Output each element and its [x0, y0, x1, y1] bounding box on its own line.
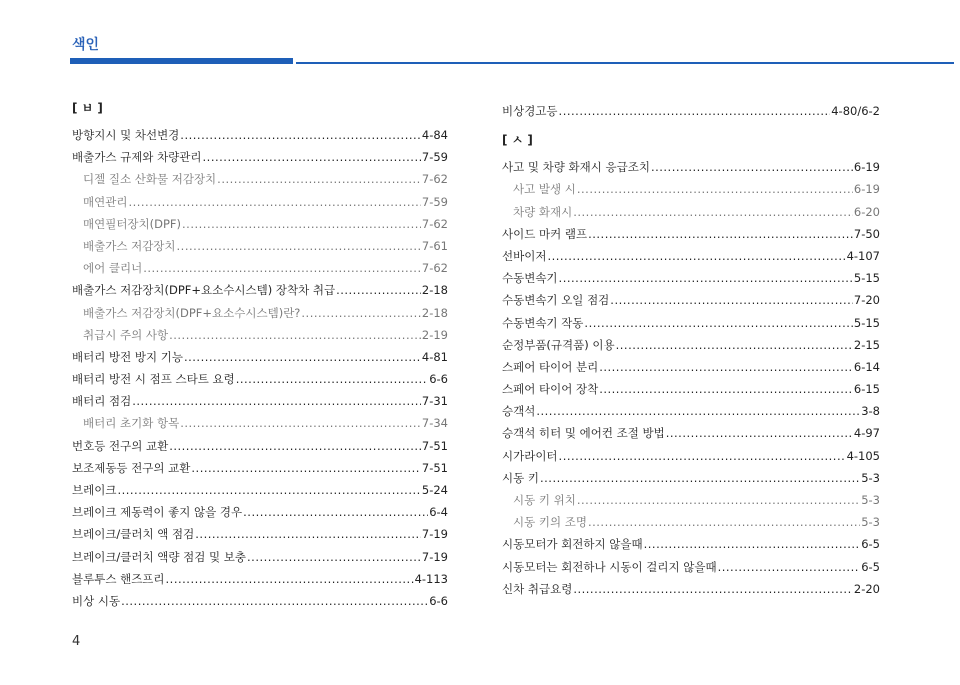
dot-leader — [588, 511, 860, 533]
index-entry — [72, 546, 448, 568]
dot-leader — [577, 178, 853, 200]
entry-page: 7-51 — [421, 438, 448, 453]
entry-page: 7-19 — [421, 549, 448, 564]
entry-label: 승객석 히터 및 에어컨 조절 방법 — [502, 426, 665, 441]
entry-page: 5-3 — [861, 515, 880, 530]
index-subentry — [72, 257, 448, 279]
entry-label: 배출가스 저감장치 — [83, 238, 176, 253]
index-entry — [502, 445, 880, 467]
index-entry — [72, 435, 448, 457]
entry-label: 순정부품(규격품) 이용 — [502, 337, 615, 352]
dot-leader — [182, 213, 421, 235]
dot-leader — [616, 334, 853, 356]
index-entry — [502, 378, 880, 400]
entry-page: 6-4 — [429, 505, 448, 520]
dot-leader — [588, 223, 853, 245]
page-title: 색인 — [72, 37, 100, 53]
entry-label: 취급시 주의 사항 — [83, 327, 169, 342]
entry-page: 7-59 — [421, 194, 448, 209]
dot-leader — [610, 289, 853, 311]
header-rule-thick — [70, 58, 293, 64]
entry-page: 4-113 — [414, 571, 448, 586]
index-entry — [502, 556, 880, 578]
entry-page: 4-84 — [421, 128, 448, 142]
entry-label: 번호등 전구의 교환 — [72, 438, 169, 453]
index-entry — [72, 279, 448, 301]
dot-leader — [180, 124, 421, 146]
index-entry — [72, 590, 448, 612]
dot-leader — [301, 302, 420, 324]
entry-label: 보조제동등 전구의 교환 — [72, 460, 191, 475]
entry-page: 6-6 — [429, 372, 448, 387]
entry-label: 배터리 방전 시 점프 스타트 요령 — [72, 372, 235, 387]
dot-leader — [547, 245, 845, 267]
index-subentry — [72, 235, 448, 257]
entry-label: 승객석 — [502, 404, 536, 419]
index-entry-list — [72, 124, 448, 612]
index-entry — [72, 479, 448, 501]
dot-leader — [577, 489, 860, 511]
section-heading: [ ㅅ ] — [502, 133, 533, 148]
index-entry — [72, 457, 448, 479]
entry-label: 배출가스 저감장치(DPF+요소수시스템)란? — [83, 305, 301, 320]
index-entry — [72, 568, 448, 590]
entry-label: 브레이크/클러치 액량 점검 및 보충 — [72, 549, 247, 564]
entry-page: 4-107 — [846, 248, 880, 263]
entry-label: 수동변속기 작동 — [502, 315, 584, 330]
index-entry — [502, 400, 880, 422]
dot-leader — [599, 356, 853, 378]
entry-label: 스페어 타이어 장착 — [502, 382, 599, 397]
entry-label: 배터리 점검 — [72, 394, 132, 409]
index-entry — [72, 523, 448, 545]
dot-leader — [143, 257, 421, 279]
index-subentry — [72, 213, 448, 235]
dot-leader — [559, 445, 846, 467]
entry-label: 에어 클리너 — [83, 261, 143, 276]
entry-label: 배출가스 저감장치(DPF+요소수시스템) 장착차 취급 — [72, 283, 336, 298]
dot-leader — [203, 146, 421, 168]
dot-leader — [169, 324, 421, 346]
dot-leader — [217, 168, 421, 190]
entry-page: 6-14 — [853, 359, 880, 374]
index-entry — [72, 368, 448, 390]
entry-label: 디젤 질소 산화물 저감장치 — [83, 172, 217, 187]
index-entry — [72, 390, 448, 412]
dot-leader — [336, 279, 421, 301]
entry-page: 7-62 — [421, 261, 448, 276]
entry-label: 사이드 마커 램프 — [502, 226, 588, 241]
entry-page: 5-3 — [861, 470, 880, 485]
dot-leader — [243, 501, 428, 523]
dot-leader — [177, 235, 421, 257]
entry-page: 7-20 — [853, 293, 880, 308]
section-heading: [ ㅂ ] — [72, 101, 103, 115]
entry-label: 시동모터는 회전하나 시동이 걸리지 않을때 — [502, 559, 717, 574]
entry-label: 브레이크 — [72, 483, 117, 497]
entry-label: 신차 취급요령 — [502, 581, 573, 596]
entry-label: 배출가스 규제와 차량관리 — [72, 150, 202, 165]
index-subentry — [72, 302, 448, 324]
index-entry — [502, 422, 880, 444]
index-entry — [502, 334, 880, 356]
entry-page: 7-62 — [421, 172, 448, 187]
entry-label: 사고 발생 시 — [513, 182, 576, 197]
index-entry — [72, 501, 448, 523]
dot-leader — [180, 412, 421, 434]
entry-page: 7-50 — [853, 226, 880, 241]
index-entry — [72, 124, 448, 146]
dot-leader — [128, 191, 420, 213]
dot-leader — [236, 368, 429, 390]
entry-label: 브레이크 제동력이 좋지 않을 경우 — [72, 505, 243, 520]
entry-label: 시가라이터 — [502, 448, 558, 463]
index-entry — [502, 223, 880, 245]
dot-leader — [540, 467, 860, 489]
entry-label: 수동변속기 오일 점검 — [502, 293, 610, 308]
entry-page: 6-19 — [853, 160, 880, 175]
entry-label: 시동 키 위치 — [513, 493, 576, 507]
entry-label: 시동모터가 회전하지 않을때 — [502, 537, 643, 552]
entry-page: 4-105 — [846, 448, 880, 463]
index-entry — [502, 312, 880, 334]
index-subentry — [502, 201, 880, 223]
entry-page: 2-18 — [421, 305, 448, 320]
index-subentry — [72, 168, 448, 190]
entry-label: 비상 시동 — [72, 593, 121, 608]
entry-label: 시동 키 — [502, 470, 539, 485]
entry-page: 6-5 — [861, 537, 880, 552]
entry-page: 7-34 — [421, 416, 448, 431]
entry-page: 7-51 — [421, 460, 448, 475]
entry-page: 2-18 — [421, 283, 448, 298]
page-number: 4 — [72, 634, 81, 649]
dot-leader — [584, 312, 852, 334]
index-entry — [502, 267, 880, 289]
index-entry — [502, 289, 880, 311]
dot-leader — [666, 422, 853, 444]
index-subentry — [72, 191, 448, 213]
section-gap — [502, 122, 880, 132]
entry-label: 차량 화재시 — [513, 204, 573, 219]
entry-page: 5-3 — [861, 493, 880, 507]
dot-leader — [559, 100, 831, 122]
index-entry — [72, 346, 448, 368]
entry-label: 선바이저 — [502, 248, 547, 263]
entry-label: 배터리 방전 방지 기능 — [72, 349, 183, 364]
entry-page: 7-19 — [421, 527, 448, 542]
entry-page: 6-15 — [853, 382, 880, 397]
entry-page: 6-20 — [853, 204, 880, 219]
dot-leader — [117, 479, 420, 501]
dot-leader — [536, 400, 860, 422]
dot-leader — [132, 390, 421, 412]
entry-label: 비상경고등 — [502, 104, 558, 118]
entry-label: 시동 키의 조명 — [513, 515, 587, 530]
entry-page: 2-15 — [853, 337, 880, 352]
entry-page: 4-80/6-2 — [831, 104, 880, 118]
header-rule-thin — [296, 62, 954, 64]
entry-page: 6-5 — [861, 559, 880, 574]
dot-leader — [191, 457, 420, 479]
entry-page: 7-59 — [421, 150, 448, 165]
dot-leader — [718, 556, 861, 578]
index-subentry — [502, 489, 880, 511]
entry-label: 스페어 타이어 분리 — [502, 359, 599, 374]
entry-label: 배터리 초기화 항목 — [83, 416, 180, 431]
dot-leader — [169, 435, 421, 457]
entry-page: 4-81 — [421, 349, 448, 364]
index-subentry — [72, 412, 448, 434]
dot-leader — [184, 346, 421, 368]
dot-leader — [247, 546, 421, 568]
dot-leader — [599, 378, 853, 400]
index-column-right — [502, 100, 880, 600]
entry-label: 수동변속기 — [502, 271, 558, 286]
dot-leader — [559, 267, 853, 289]
index-subentry — [502, 511, 880, 533]
dot-leader — [166, 568, 414, 590]
entry-label: 블루투스 핸즈프리 — [72, 571, 165, 586]
index-entry — [502, 156, 880, 178]
index-subentry — [502, 178, 880, 200]
entry-label: 매연관리 — [83, 194, 128, 209]
dot-leader — [573, 578, 853, 600]
dot-leader — [651, 156, 853, 178]
entry-page: 6-6 — [429, 593, 448, 608]
index-subentry — [72, 324, 448, 346]
entry-label: 브레이크/클러치 액 점검 — [72, 527, 195, 542]
entry-label: 방향지시 및 차선변경 — [72, 128, 180, 142]
entry-page: 7-62 — [421, 216, 448, 231]
index-column-left — [72, 100, 448, 612]
entry-page: 3-8 — [861, 404, 880, 419]
entry-page: 2-20 — [853, 581, 880, 596]
index-entry — [502, 533, 880, 555]
index-entry — [72, 146, 448, 168]
entry-label: 사고 및 차량 화재시 응급조치 — [502, 160, 650, 175]
index-entry — [502, 245, 880, 267]
dot-leader — [121, 590, 428, 612]
index-entry — [502, 467, 880, 489]
entry-page: 5-15 — [853, 315, 880, 330]
entry-page: 5-15 — [853, 271, 880, 286]
entry-page: 4-97 — [853, 426, 880, 441]
entry-page: 6-19 — [853, 182, 880, 197]
index-entry-list — [502, 156, 880, 600]
index-entry — [502, 356, 880, 378]
dot-leader — [573, 201, 853, 223]
entry-page: 5-24 — [421, 483, 448, 497]
index-entry — [502, 100, 880, 122]
dot-leader — [195, 523, 421, 545]
dot-leader — [644, 533, 861, 555]
entry-page: 2-19 — [421, 327, 448, 342]
entry-page: 7-31 — [421, 394, 448, 409]
entry-label: 매연필터장치(DPF) — [83, 216, 182, 231]
entry-page: 7-61 — [421, 238, 448, 253]
index-entry — [502, 578, 880, 600]
